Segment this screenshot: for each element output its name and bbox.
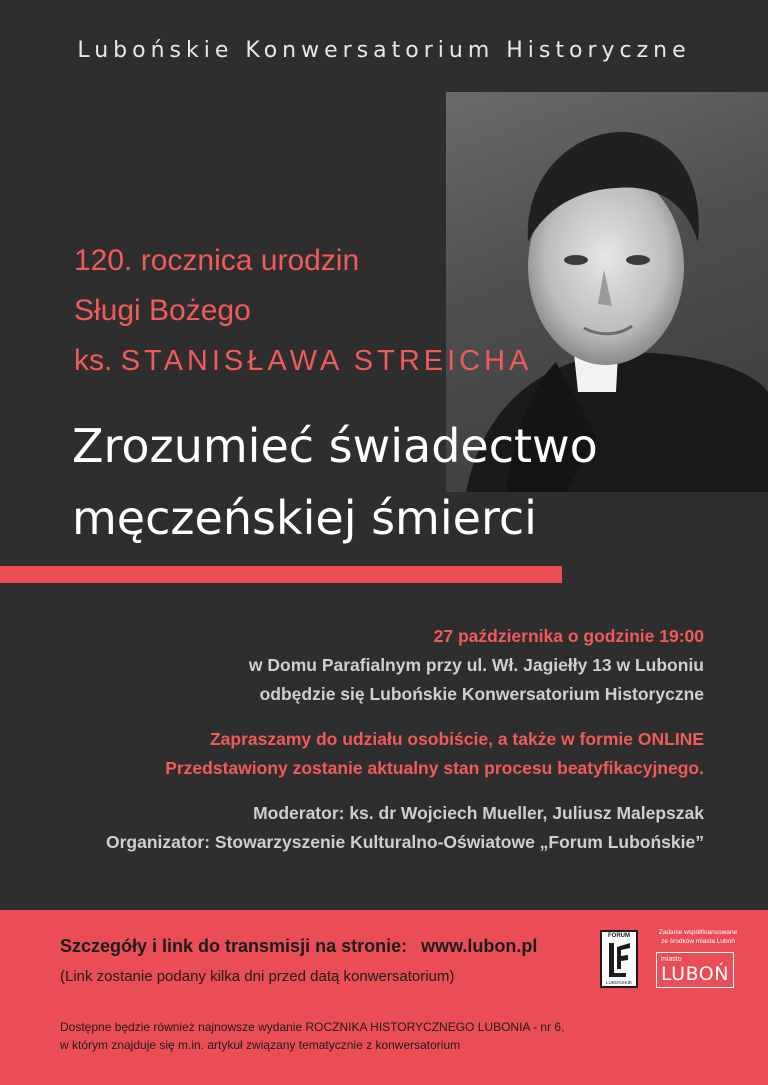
forum-lubonskie-logo	[600, 930, 638, 988]
footer-band	[0, 910, 768, 1085]
main-title	[72, 410, 598, 554]
details-label: Szczegóły i link do transmisji na stronie:	[60, 936, 408, 956]
invite-line-2: Przedstawiony zostanie aktualny stan procesu beatyfikacyjnego.	[165, 758, 704, 778]
website-link[interactable]: www.lubon.pl	[421, 936, 538, 956]
organizer-line: Organizator: Stowarzyszenie Kulturalno-Oświatowe „Forum Lubońskie”	[106, 832, 704, 852]
poster-header: Lubońskie Konwersatorium Historyczne	[77, 38, 691, 63]
yearbook-line-2: w którym znajduje się m.in. artykuł związany tematycznie z konwersatorium	[60, 1038, 461, 1052]
forum-logo-bottom-text: LUBOŃSKIE	[606, 980, 632, 985]
red-divider-bar	[0, 566, 562, 583]
event-place-2: odbędzie się Lubońskie Konwersatorium Historyczne	[259, 684, 704, 704]
yearbook-note	[60, 1018, 564, 1054]
anniversary-block	[74, 236, 532, 386]
details-line	[60, 936, 537, 957]
event-info	[44, 622, 704, 857]
link-note: (Link zostanie podany kilka dni przed datą konwersatorium)	[60, 968, 455, 985]
main-title-line-2: męczeńskiej śmierci	[72, 491, 537, 545]
miasto-lubon-logo	[656, 952, 734, 988]
moderator-line: Moderator: ks. dr Wojciech Mueller, Juliusz Malepszak	[253, 803, 704, 823]
main-title-line-1: Zrozumieć świadectwo	[72, 419, 598, 473]
forum-lf-icon	[606, 941, 632, 979]
anniversary-line-1: 120. rocznica urodzin	[74, 244, 360, 277]
priest-name: STANISŁAWA STREICHA	[120, 345, 533, 377]
cofinance-line-1: Zadanie współfinansowane	[658, 929, 738, 936]
yearbook-line-1: Dostępne będzie również najnowsze wydanie ROCZNIKA HISTORYCZNEGO LUBONIA - nr 6,	[60, 1020, 565, 1034]
spacer	[44, 783, 704, 799]
forum-logo-top-text: FORUM	[608, 933, 630, 939]
anniversary-prefix: ks.	[74, 344, 113, 377]
anniversary-line-3	[74, 336, 532, 386]
event-place-1: w Domu Parafialnym przy ul. Wł. Jagiełły 13 w Luboniu	[248, 655, 704, 675]
lubon-logo-name: LUBOŃ	[661, 963, 729, 985]
lubon-logo-small: miasto	[661, 956, 682, 963]
anniversary-line-2: Sługi Bożego	[74, 294, 251, 327]
event-date: 27 października o godzinie 19:00	[433, 626, 704, 646]
cofinance-line-2: ze środków miasta Luboń	[661, 938, 735, 945]
spacer	[44, 709, 704, 725]
invite-line-1: Zapraszamy do udziału osobiście, a także w formie ONLINE	[209, 729, 704, 749]
cofinance-note	[652, 928, 744, 946]
